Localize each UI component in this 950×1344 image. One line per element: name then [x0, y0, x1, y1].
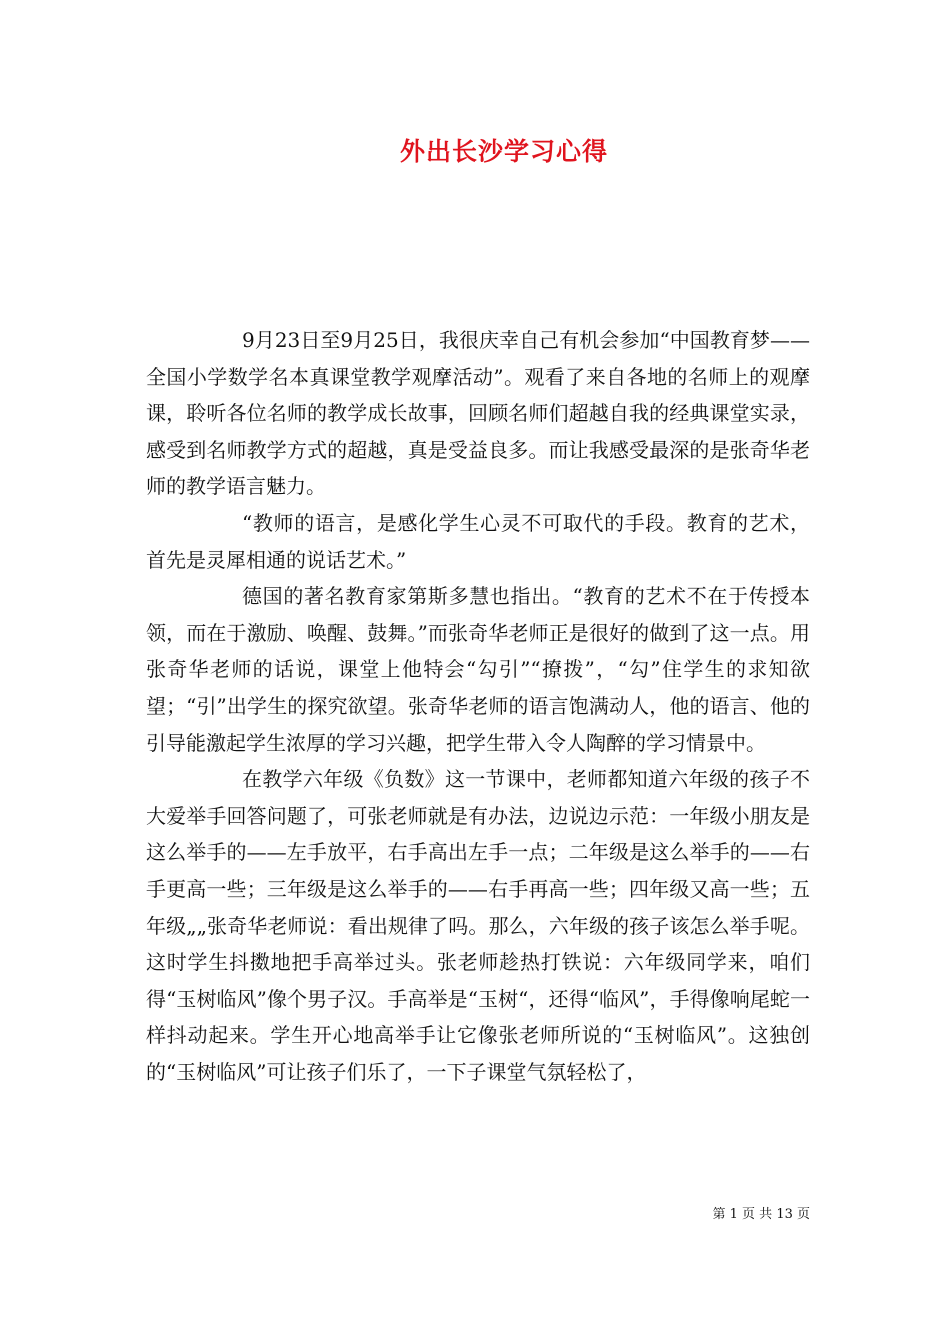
document-body	[146, 322, 810, 1090]
paragraph-4: 在教学六年级《负数》这一节课中，老师都知道六年级的孩子不大爱举手回答问题了，可张老师就是有办法，边说边示范：一年级小朋友是这么举手的——左手放平，右手高出左手一点；二年级是这么举手的——右手更高一些；三年级是这么举手的——右手再高一些；四年级又高一些；五年级„„张奇华老师说：看出规律了吗。那么，六年级的孩子该怎么举手呢。这时学生抖擞地把手高举过头。张老师趁热打铁说：六年级同学来，咱们得“玉树临风”像个男子汉。手高举是“玉树“，还得“临风”，手得像响尾蛇一样抖动起来。学生开心地高举手让它像张老师所说的“玉树临风”。这独创的“玉树临风”可让孩子们乐了，一下子课堂气氛轻松了，	[146, 767, 810, 1084]
paragraph-2: “教师的语言，是感化学生心灵不可取代的手段。教育的艺术，首先是灵犀相通的说话艺术。”	[146, 510, 810, 572]
paragraph-1: 9月23日至9月25日，我很庆幸自己有机会参加“中国教育梦——全国小学数学名本真课堂教学观摩活动”。观看了来自各地的名师上的观摩课，聆听各位名师的教学成长故事，回顾名师们超越自我的经典课堂实录，感受到名师教学方式的超越，真是受益良多。而让我感受最深的是张奇华老师的教学语言魅力。	[146, 328, 810, 499]
document-title: 外出长沙学习心得	[400, 137, 609, 166]
page-number-footer: 第 1 页 共 13 页	[712, 1207, 810, 1222]
paragraph-3: 德国的著名教育家第斯多慧也指出。“教育的艺术不在于传授本领，而在于激励、唤醒、鼓舞。”而张奇华老师正是很好的做到了这一点。用张奇华老师的话说，课堂上他特会“勾引”“撩拨”，“勾”住学生的求知欲望；“引”出学生的探究欲望。张奇华老师的语言饱满动人，他的语言、他的引导能激起学生浓厚的学习兴趣，把学生带入令人陶醉的学习情景中。	[146, 584, 810, 755]
